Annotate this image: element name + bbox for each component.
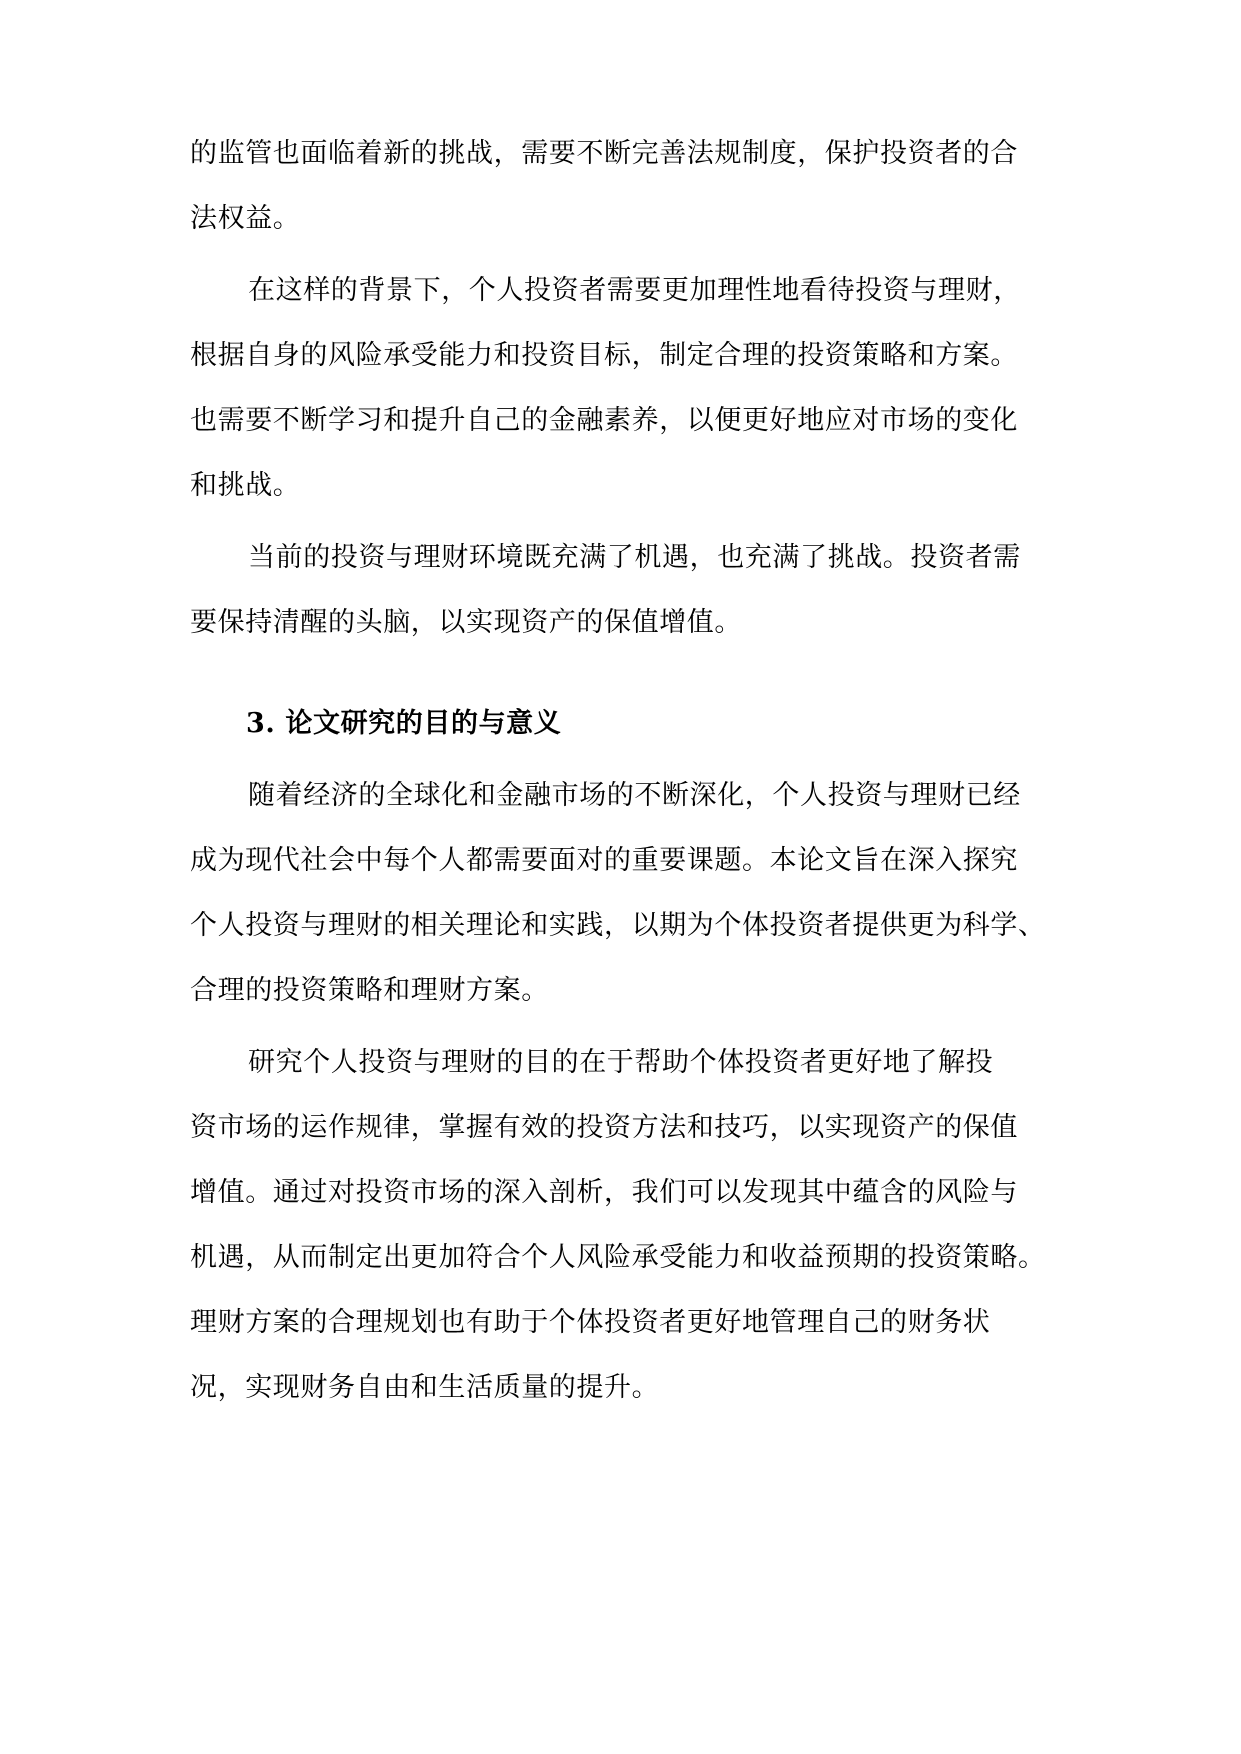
text-line: 机遇，从而制定出更加符合个人风险承受能力和收益预期的投资策略。: [190, 1242, 1046, 1273]
text-line: 和挑战。: [190, 470, 301, 501]
text-line: 合理的投资策略和理财方案。: [190, 975, 549, 1006]
text-line: 个人投资与理财的相关理论和实践，以期为个体投资者提供更为科学、: [190, 910, 1046, 941]
text-line: 增值。通过对投资市场的深入剖析，我们可以发现其中蕴含的风险与: [190, 1177, 1018, 1208]
text-line: 当前的投资与理财环境既充满了机遇，也充满了挑战。投资者需: [248, 542, 1021, 573]
text-line: 资市场的运作规律，掌握有效的投资方法和技巧，以实现资产的保值: [190, 1112, 1018, 1143]
text-line: 也需要不断学习和提升自己的金融素养，以便更好地应对市场的变化: [190, 405, 1018, 436]
text-line: 随着经济的全球化和金融市场的不断深化，个人投资与理财已经: [248, 780, 1021, 811]
text-line: 的监管也面临着新的挑战，需要不断完善法规制度，保护投资者的合: [190, 138, 1018, 169]
text-line: 成为现代社会中每个人都需要面对的重要课题。本论文旨在深入探究: [190, 845, 1018, 876]
text-line: 要保持清醒的头脑，以实现资产的保值增值。: [190, 607, 742, 638]
text-line: 根据自身的风险承受能力和投资目标，制定合理的投资策略和方案。: [190, 340, 1018, 371]
section-heading: 3. 论文研究的目的与意义: [246, 708, 562, 739]
text-line: 研究个人投资与理财的目的在于帮助个体投资者更好地了解投: [248, 1047, 994, 1078]
text-line: 在这样的背景下，个人投资者需要更加理性地看待投资与理财，: [248, 275, 1021, 306]
text-line: 况，实现财务自由和生活质量的提升。: [190, 1372, 660, 1403]
text-line: 法权益。: [190, 203, 301, 234]
text-line: 理财方案的合理规划也有助于个体投资者更好地管理自己的财务状: [190, 1307, 991, 1338]
